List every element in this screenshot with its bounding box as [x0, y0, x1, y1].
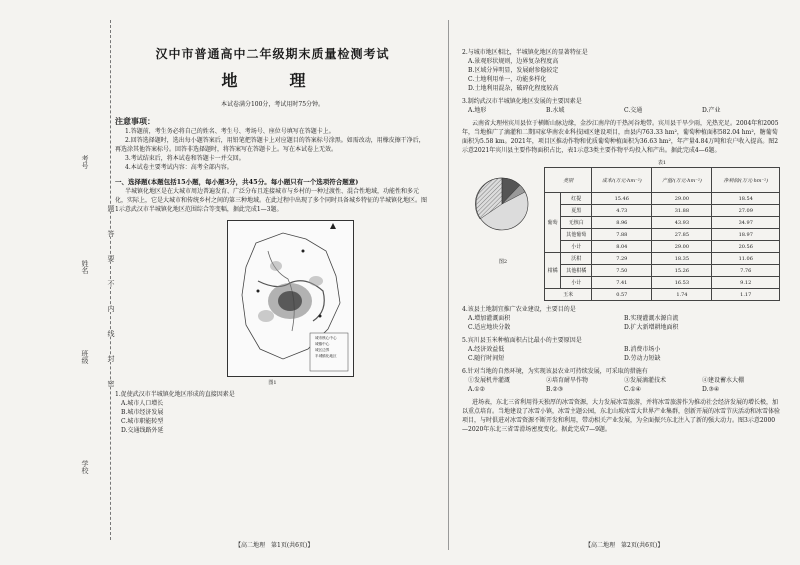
answer-options	[462, 323, 780, 332]
table-cell: 43.93	[652, 217, 712, 229]
question-stem: 5.宾川县玉米种植面积占比最小的主要原因是	[462, 337, 582, 344]
answer-option: C.适应地块分散	[468, 324, 511, 331]
question-stem: 6.针对当地的自然环境，为实现该县农业可持续发展，可采取的措施有	[462, 368, 648, 375]
answer-option: A.地形	[468, 107, 487, 114]
table-cell: 其他柑橘	[561, 265, 592, 277]
seal-mark: 内	[107, 305, 115, 312]
answer-options	[462, 385, 780, 394]
table-header: 类别	[545, 168, 592, 193]
answer-option: D.交通线路外延	[121, 427, 164, 434]
table-cell: 15.26	[652, 265, 712, 277]
school-label: 学校	[81, 460, 89, 474]
table-cell: 27.09	[712, 205, 780, 217]
pie-figure	[462, 159, 544, 264]
table-cell: 7.76	[712, 265, 780, 277]
answer-option: D.扩大新增耕地面积	[624, 324, 679, 331]
table-cell: 红提	[561, 193, 592, 205]
table-cell: 4.73	[592, 205, 652, 217]
notice-item: 3.考试结束后，将本试卷和答题卡一并交回。	[125, 155, 245, 162]
table-cell: 无核白	[561, 217, 592, 229]
page-footer: 【高二地理 第1页(共6页)】	[235, 542, 314, 549]
table-header-row	[545, 168, 780, 193]
left-page	[115, 45, 430, 435]
page-divider	[448, 20, 449, 550]
legend-item: 城市核心中心	[315, 336, 337, 340]
table-cell: 15.46	[592, 193, 652, 205]
notice-item: 1.答题前，考生务必将自己的姓名、考生号、考场号、座位号填写在答题卡上。	[125, 128, 335, 135]
seal-mark: 题	[107, 205, 115, 212]
table-row	[545, 289, 780, 301]
answer-options	[462, 354, 780, 363]
answer-option: B.城市经济发展	[121, 409, 164, 416]
question-stem: 3.制约武汉市半城镇化地区发展的主要因素是	[462, 98, 582, 105]
table-cell: 玉米	[545, 289, 592, 301]
table-cell: 7.88	[592, 229, 652, 241]
notice-heading: 注意事项：	[115, 116, 155, 126]
table-cell: 夏黑	[561, 205, 592, 217]
pie-chart	[462, 159, 544, 254]
answer-options	[462, 106, 780, 115]
exam-title: 汉中市普通高中二年级期末质量检测考试	[155, 47, 390, 61]
table-cell: 29.00	[652, 241, 712, 253]
answer-option: C.交通	[624, 107, 643, 114]
table-cell: 8.04	[592, 241, 652, 253]
answer-option: D.劳动力短缺	[624, 355, 661, 362]
passage: 云南省大理州宾川县位于横断山脉边缘，金沙江南岸的干热河谷地带。宾川县干旱少雨，光热充足。2004年和2005年，当地推广了滴灌和二期国家华南农业科技园区建设项目，由县内763.33 hm²，葡萄种植面积582.04 hm²，糖葡萄面积为5.58 km。2021年，项目区推动作物和优质葡萄种植面积为36.63 hm²，年产量4.84万吨和农户收入提高。图2示意2021年宾川县主要作物面积占比，表1示意3类主要作物平均投入和产出。据此完成4—6题。	[462, 120, 779, 154]
passage: 进场表，东北三省利用得天独厚的冰雪资源，大力发展冰雪旅游，并将冰雪旅游作为推动社会经济发展的增长极，加以重点培育。当地建设了冰雪小镇，冰雪主题公园，东北山坡冰雪大世界产业集群，创新开展的冰雪节庆活动和冰雪体验项目，与时俱进对冰雪资源不断开发和利用，带动相关产业发展，为全面振兴东北注入了新的强大动力。图3示意2000—2020年东北三省雪滑场密度变化。据此完成7—9题。	[462, 399, 781, 433]
answer-option: B.区域分异明显，发展耐参稳较定	[468, 67, 559, 74]
table-row	[545, 205, 780, 217]
table-cell: 8.96	[592, 217, 652, 229]
statement-item: ①发展机井灌溉	[468, 377, 511, 384]
answer-option: A.城市人口增长	[121, 400, 164, 407]
seal-mark: 密	[107, 380, 115, 387]
table-cell: 16.53	[652, 277, 712, 289]
table-cell: 18.54	[712, 193, 780, 205]
table-cell: 18.35	[652, 253, 712, 265]
seal-mark: 不	[107, 280, 115, 287]
answer-option: C.随行时间短	[468, 355, 505, 362]
class-label: 班级	[81, 350, 89, 364]
figure-caption: 图1	[268, 380, 277, 386]
table-cell: 27.85	[652, 229, 712, 241]
table-row	[545, 265, 780, 277]
table-title: 表1	[657, 160, 667, 166]
table-row	[545, 193, 780, 205]
seal-mark: 答	[107, 230, 115, 237]
wuhan-map	[227, 220, 354, 377]
table-cell: 0.57	[592, 289, 652, 301]
answer-option: B.实现灌溉水源自流	[624, 315, 679, 322]
right-page	[462, 48, 780, 434]
table-row	[545, 217, 780, 229]
table-cell: 34.97	[712, 217, 780, 229]
table-header: 成本/(万元·hm⁻²)	[592, 168, 652, 193]
subject-title: 地 理	[221, 71, 324, 90]
passage: 半城镇化地区是在大城市周边普遍发育、广泛分布且连接城市与乡村的一种过渡性、混合性地域，功能性和多元化，实际上，它是大城市和传统乡村之间的第三种地域。在此过程中出现了多个同时具备城乡特征的半城镇化地区。图1示意武汉市半城镇化地区范围综合等变幅，据此完成1—3题。	[115, 188, 428, 213]
exam-number-label: 考号	[81, 155, 89, 169]
answer-option: D.③④	[702, 386, 720, 393]
question-stem: 2.与城市地区相比，半城镇化地区的显著特征是	[462, 49, 588, 56]
question-stem: 4.该县土地制宜推广农业建设，主要目的是	[462, 306, 576, 313]
table-row	[545, 277, 780, 289]
map-legend	[315, 335, 337, 359]
answer-option: A.经济效益低	[468, 346, 505, 353]
answer-option: B.水域	[546, 107, 565, 114]
table-row	[545, 253, 780, 265]
table-cell: 1.74	[652, 289, 712, 301]
figure-caption: 图2	[498, 259, 508, 265]
figure-row	[462, 159, 780, 301]
answer-option: C.①④	[624, 386, 642, 393]
table-cell: 18.97	[712, 229, 780, 241]
statement-items	[462, 376, 780, 385]
answer-option: C.土地利用单一，功能多样化	[468, 76, 547, 83]
table-row	[545, 229, 780, 241]
answer-option: B.②③	[546, 386, 564, 393]
table-cell: 沃柑	[561, 253, 592, 265]
table-header: 产值/(万元·hm⁻²)	[652, 168, 712, 193]
crop-table	[544, 159, 780, 301]
statement-item: ②培育耐旱作物	[546, 377, 589, 384]
answer-option: D.土地利用混杂，破碎化程度较高	[468, 85, 559, 92]
table-row	[545, 241, 780, 253]
name-label: 姓名	[81, 260, 89, 274]
seal-mark: 线	[107, 330, 115, 337]
answer-option: D.产业	[702, 107, 721, 114]
notice-item: 4.本试卷主要考试内容：高考全部内容。	[125, 164, 233, 171]
table-cell: 小计	[561, 241, 592, 253]
page-footer: 【高二地理 第2页(共6页)】	[585, 542, 664, 549]
table-cell: 葡萄	[545, 193, 561, 253]
table-cell: 7.41	[592, 277, 652, 289]
table-header: 净利润/(万元·hm⁻²)	[712, 168, 780, 193]
answer-option: A.景观形状规则，边界复杂程度高	[468, 58, 559, 65]
statement-item: ③发展滴灌技术	[624, 377, 667, 384]
answer-option: A.①②	[468, 386, 485, 393]
table-cell: 7.29	[592, 253, 652, 265]
legend-item: 城镇中心	[315, 342, 330, 346]
exam-meta: 本试卷满分100分，考试用时75分钟。	[220, 101, 325, 108]
data-table	[544, 167, 780, 301]
answer-options	[462, 314, 780, 323]
table-cell: 小计	[561, 277, 592, 289]
table-cell: 1.17	[712, 289, 780, 301]
answer-options	[462, 345, 780, 354]
seal-mark: 封	[107, 355, 115, 362]
table-cell: 31.88	[652, 205, 712, 217]
table-cell: 柑橘	[545, 253, 561, 289]
question-stem: 1.促使武汉市半城镇化地区形成的直接因素是	[115, 391, 235, 398]
answer-option: B.消费市场小	[624, 346, 661, 353]
section-heading: 一、选择题(本题包括15小题，每小题3分，共45分。每小题只有一个选项符合题意)	[115, 178, 359, 186]
answer-option: C.城市职能转型	[121, 418, 164, 425]
table-cell: 11.06	[712, 253, 780, 265]
table-cell: 9.12	[712, 277, 780, 289]
answer-option: A.增加灌溉面积	[468, 315, 511, 322]
seal-mark: 要	[107, 255, 115, 262]
table-cell: 20.56	[712, 241, 780, 253]
legend-item: 城区边界	[315, 348, 330, 352]
table-cell: 29.00	[652, 193, 712, 205]
statement-item: ④建设蓄水大棚	[702, 377, 745, 384]
legend-item: 半城镇化地区	[315, 354, 337, 358]
table-cell: 7.50	[592, 265, 652, 277]
table-cell: 其他葡萄	[561, 229, 592, 241]
notice-item: 2.回答选择题时，选出每小题答案后，用铅笔把答题卡上对应题目的答案标号涂黑。如需改动，用橡皮擦干净后，再选涂其他答案标号。回答非选择题时，将答案写在答题卡上。写在本试卷上无效。	[115, 137, 425, 153]
